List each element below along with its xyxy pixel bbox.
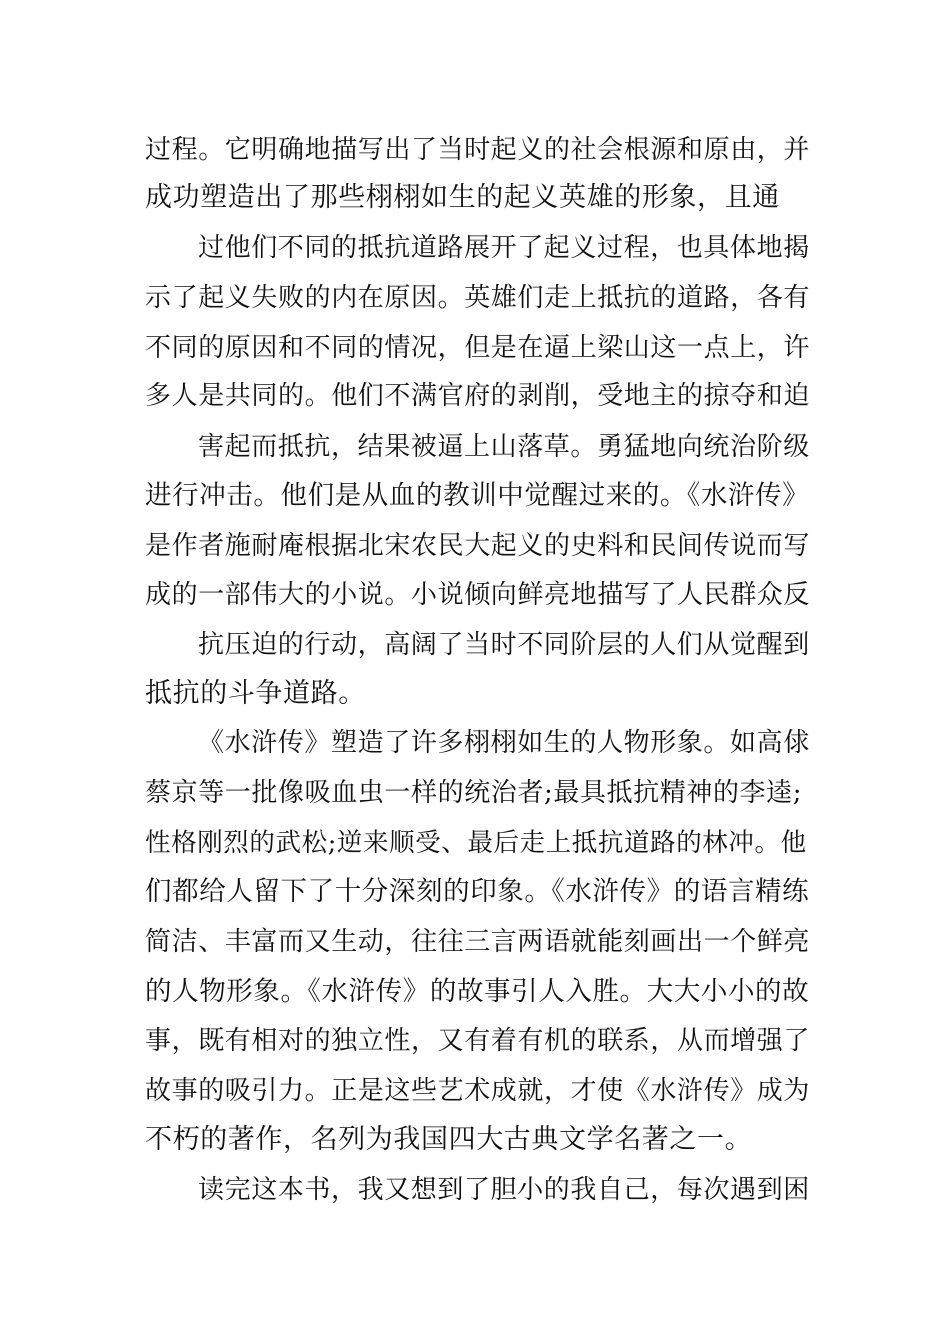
text-line: 过他们不同的抵抗道路展开了起义过程，也具体地揭 bbox=[198, 233, 810, 263]
text-line: 成功塑造出了那些栩栩如生的起义英雄的形象，且通 bbox=[145, 182, 780, 213]
text-line: 是作者施耐庵根据北宋农民大起义的史料和民间传说而写 bbox=[145, 531, 811, 561]
text-line: 事，既有相对的独立性，又有着有机的联系，从而增强了 bbox=[145, 1026, 811, 1056]
text-line: 的人物形象。《水浒传》的故事引人入胜。大大小小的故 bbox=[145, 976, 810, 1007]
text-line: 抗压迫的行动，高阔了当时不同阶层的人们从觉醒到 bbox=[198, 630, 810, 660]
text-line: 不朽的著作，名列为我国四大古典文学名著之一。 bbox=[145, 1124, 753, 1155]
text-line: 多人是共同的。他们不满官府的剥削，受地主的掠夺和迫 bbox=[145, 381, 811, 411]
text-line: 故事的吸引力。正是这些艺术成就，才使《水浒传》成为 bbox=[145, 1076, 811, 1106]
text-line: 不同的原因和不同的情况，但是在逼上梁山这一点上，许 bbox=[145, 333, 811, 363]
text-line: 《水浒传》塑造了许多栩栩如生的人物形象。如高俅 bbox=[198, 728, 810, 758]
text-line: 性格刚烈的武松;逆来顺受、最后走上抵抗道路的林冲。他 bbox=[145, 828, 807, 858]
text-line: 简洁、丰富而又生动，往往三言两语就能刻画出一个鲜亮 bbox=[145, 927, 811, 957]
text-line: 蔡京等一批像吸血虫一样的统治者;最具抵抗精神的李逵; bbox=[145, 778, 803, 808]
text-line: 抵抗的斗争道路。 bbox=[145, 678, 366, 709]
text-line: 进行冲击。他们是从血的教训中觉醒过来的。《水浒传》 bbox=[145, 480, 810, 511]
text-line: 害起而抵抗，结果被逼上山落草。勇猛地向统治阶级 bbox=[198, 432, 810, 462]
text-line: 过程。它明确地描写出了当时起义的社会根源和原由，并 bbox=[145, 135, 811, 165]
text-line: 示了起义失败的内在原因。英雄们走上抵抗的道路，各有 bbox=[145, 283, 811, 313]
text-line: 读完这本书，我又想到了胆小的我自己，每次遇到困 bbox=[198, 1175, 810, 1205]
text-line: 成的一部伟大的小说。小说倾向鲜亮地描写了人民群众反 bbox=[145, 580, 811, 610]
text-line: 们都给人留下了十分深刻的印象。《水浒传》的语言精练 bbox=[145, 876, 810, 907]
